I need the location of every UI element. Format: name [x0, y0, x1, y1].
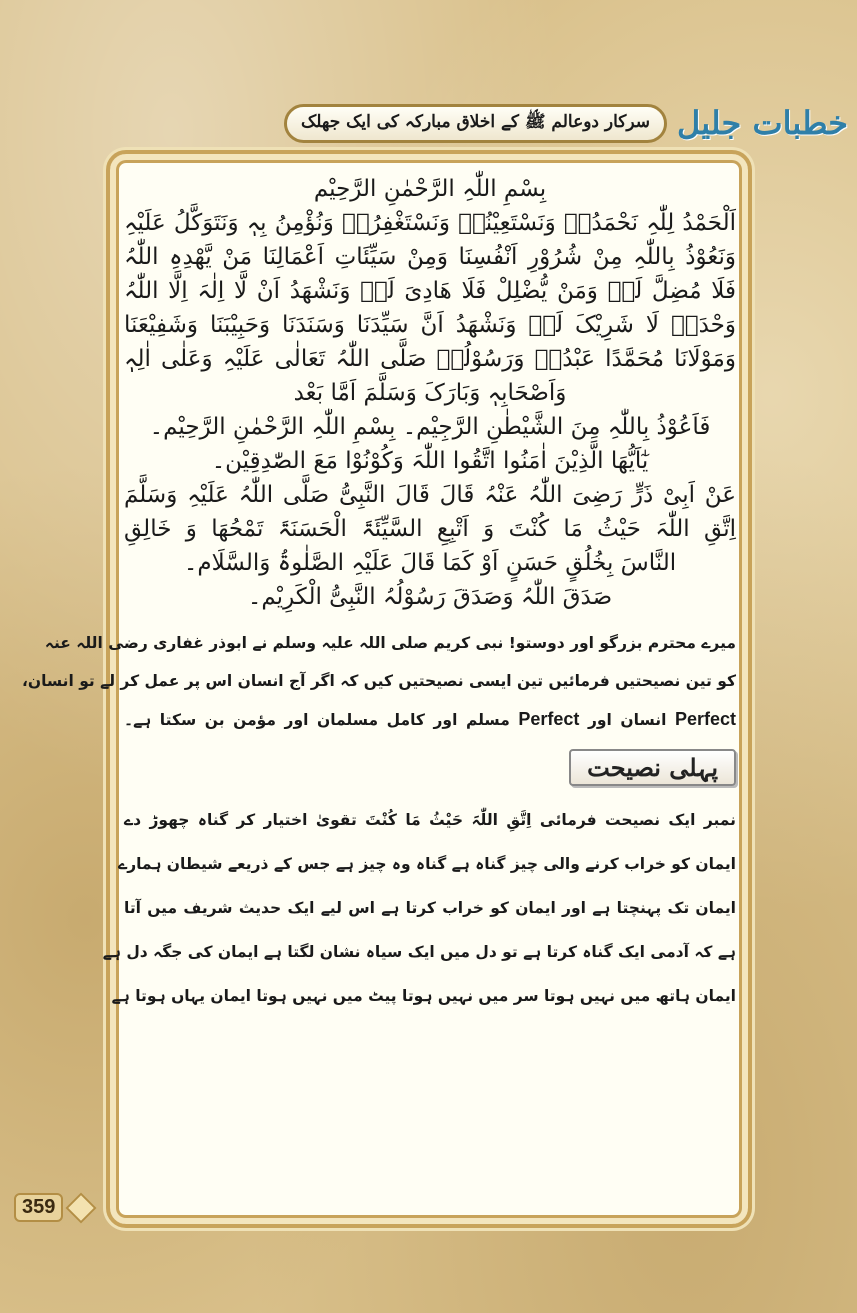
page-header — [288, 100, 848, 146]
body-line: نمبر ایک نصیحت فرمائی اِتَّقِ اللّٰہَ حَیْثُ مَا کُنْتَ تقویٰ اختیار کر گناہ چھوڑ دے — [124, 811, 736, 829]
closing-line: صَدَقَ اللّٰہُ وَصَدَقَ رَسُوْلُہُ النَّبِیُّ الْکَرِیْم۔ — [247, 584, 613, 610]
page-number-badge — [14, 1190, 94, 1224]
body-line: ایمان کو خراب کرنے والی چیز گناہ ہے گناہ وہ چیز ہے جس کے ذریعے شیطان ہمارے — [118, 855, 736, 873]
khutba-line: وَحْدَہٗ لَا شَرِیْکَ لَہٗ وَنَشْھَدُ اَنَّ سَیِّدَنَا وَسَنَدَنَا وَحَبِیْبَنَا وَشَفِیْعَنَا — [124, 312, 736, 338]
hadith-line: النَّاسَ بِخُلُقٍ حَسَنٍ اَوْ کَمَا قَالَ عَلَیْہِ الصَّلٰوۃُ وَالسَّلَام۔ — [183, 550, 677, 576]
intro-latin-word: Perfect — [674, 709, 737, 729]
intro-text: انسان اور — [588, 711, 667, 729]
hadith-line: اِتَّقِ اللّٰہَ حَیْثُ مَا کُنْتَ وَ اَتْبِعِ السَّیِّئَۃَ الْحَسَنَۃَ تَمْحُھَا وَ خَالِقِ — [124, 516, 736, 542]
intro-text: مسلم اور کامل مسلمان اور مؤمن بن سکتا ہے۔ — [124, 711, 510, 729]
body-line: ہے کہ آدمی ایک گناہ کرتا ہے تو دل میں ایک سیاہ نشان لگتا ہے ایمان کی جگہ دل ہے — [102, 943, 736, 961]
basmala: بِسْمِ اللّٰہِ الرَّحْمٰنِ الرَّحِیْم — [313, 176, 547, 202]
ornament-icon — [67, 1194, 93, 1220]
body-line: ایمان ہاتھ میں نہیں ہوتا سر میں نہیں ہوتا پیٹ میں نہیں ہوتا ایمان یہاں ہوتا ہے — [111, 987, 736, 1005]
intro-line: کو تین نصیحتیں فرمائیں تین ایسی نصیحتیں کیں کہ اگر آج انسان اس پر عمل کر لے تو انسان، — [21, 672, 736, 690]
running-title: سرکار دوعالم ﷺ کے اخلاق مبارکہ کی ایک جھلک — [284, 104, 667, 143]
page-number: 359 — [14, 1193, 63, 1222]
taawwuz: فَاَعُوْذُ بِاللّٰہِ مِنَ الشَّیْطٰنِ الرَّجِیْم۔ بِسْمِ اللّٰہِ الرَّحْمٰنِ الرَّحِیْم۔ — [149, 414, 711, 440]
intro-line — [124, 700, 736, 738]
body-line: ایمان تک پہنچتا ہے اور ایمان کو خراب کرتا ہے اس لیے ایک حدیث شریف میں آتا — [124, 899, 736, 917]
section-heading-box — [124, 742, 736, 792]
section-heading: پہلی نصیحت — [569, 749, 736, 786]
khutba-line: وَاَصْحَابِہٖ وَبَارَکَ وَسَلَّمَ اَمَّا بَعْد — [293, 380, 567, 406]
book-title: خطبات جلیل — [677, 104, 848, 142]
intro-latin-word: Perfect — [518, 709, 580, 729]
khutba-line: وَمَوْلَانَا مُحَمَّدًا عَبْدُہٗ وَرَسُوْلُہٗ صَلَّی اللّٰہُ تَعَالٰی عَلَیْہِ وَعَلٰی اٰلِہٖ — [124, 346, 736, 372]
khutba-line: فَلَا مُضِلَّ لَہٗ وَمَنْ یُّضْلِلْ فَلَا ھَادِیَ لَہٗ وَنَشْھَدُ اَنْ لَّا اِلٰہَ اِلَّا اللّٰہُ — [124, 278, 736, 304]
intro-line: میرے محترم بزرگو اور دوستو! نبی کریم صلی اللہ علیہ وسلم نے ابوذر غفاری رضی اللہ عنہ — [44, 634, 736, 652]
intro-paragraph — [21, 624, 737, 738]
khutba-line: وَنَعُوْذُ بِاللّٰہِ مِنْ شُرُوْرِ اَنْفُسِنَا وَمِنْ سَیِّئَاتِ اَعْمَالِنَا مَنْ یَّھْدِہِ اللّٰہُ — [124, 244, 736, 270]
hadith-line: عَنْ اَبِیْ ذَرٍّ رَضِیَ اللّٰہُ عَنْہُ قَالَ قَالَ النَّبِیُّ صَلَّی اللّٰہُ عَلَیْہِ وَسَلَّمَ — [124, 482, 736, 508]
quran-ayah: یٰٓاَیُّھَا الَّذِیْنَ اٰمَنُوا اتَّقُوا اللّٰہَ وَکُوْنُوْا مَعَ الصّٰدِقِیْن۔ — [211, 448, 649, 474]
khutba-line: اَلْحَمْدُ لِلّٰہِ نَحْمَدُہٗ وَنَسْتَعِیْنُہٗ وَنَسْتَغْفِرُہٗ وَنُؤْمِنُ بِہٖ وَنَتَوَکَّلُ عَلَیْہِ — [124, 210, 736, 236]
